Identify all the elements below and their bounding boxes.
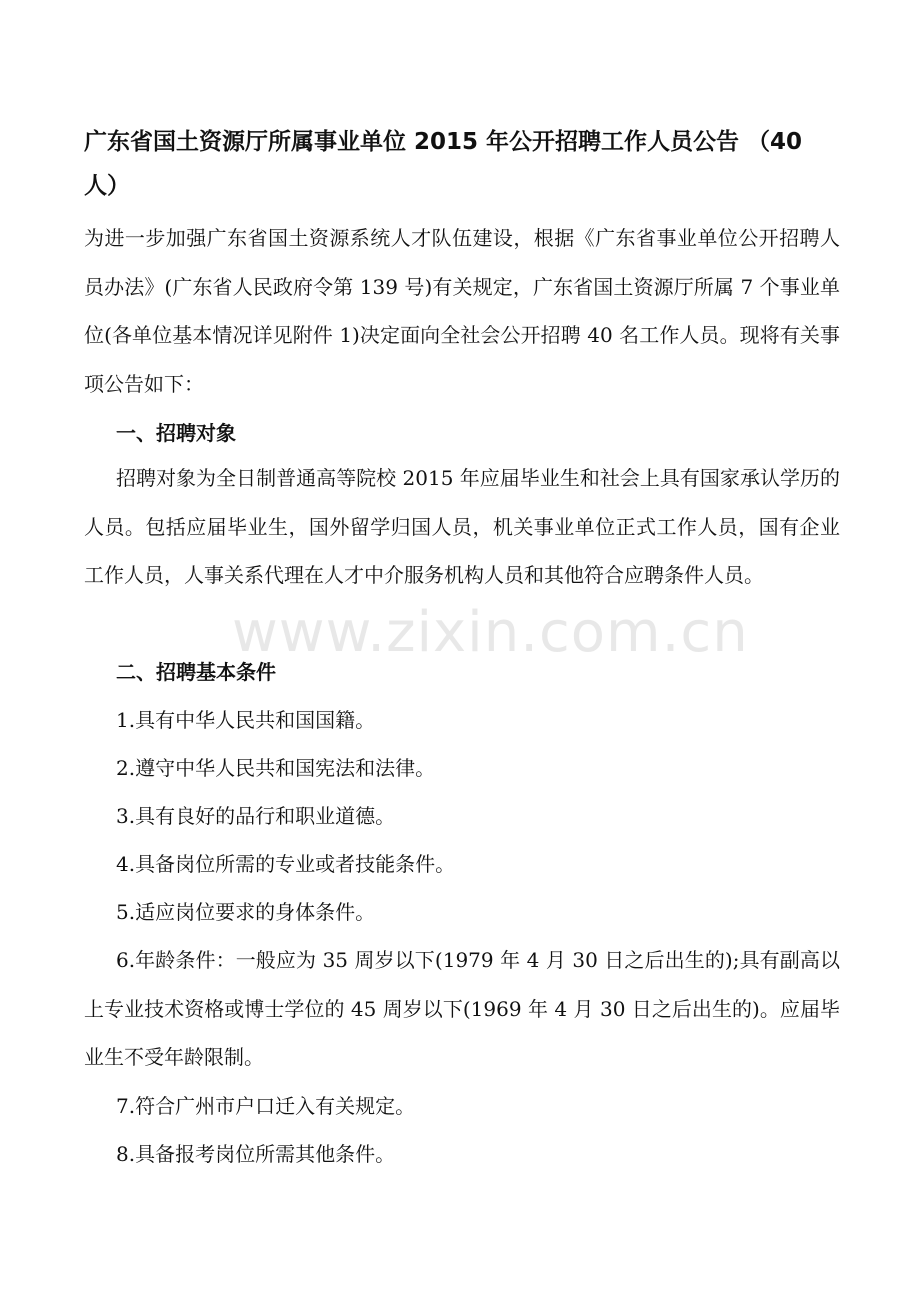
section-heading-recruitment-target: 一、招聘对象 bbox=[116, 421, 236, 445]
intro-paragraph: 为进一步加强广东省国土资源系统人才队伍建设，根据《广东省事业单位公开招聘人员办法》(广东省人民政府令第 139 号)有关规定，广东省国土资源厅所属 7 个事业单位(各单位基本情况详见附件 1)决定面向全社会公开招聘 40 名工作人员。现将有关事项公告如下： bbox=[84, 226, 840, 396]
condition-item: 7.符合广州市户口迁入有关规定。 bbox=[116, 1094, 416, 1118]
document-title: 广东省国土资源厅所属事业单位 2015 年公开招聘工作人员公告 （40 人） bbox=[84, 129, 803, 199]
condition-item: 5.适应岗位要求的身体条件。 bbox=[116, 900, 376, 924]
condition-item: 2.遵守中华人民共和国宪法和法律。 bbox=[116, 756, 436, 780]
condition-item-age: 6.年龄条件：一般应为 35 周岁以下(1979 年 4 月 30 日之后出生的);具有副高以上专业技术资格或博士学位的 45 周岁以下(1969 年 4 月 30 日之后出生的)。应届毕业生不受年龄限制。 bbox=[84, 948, 840, 1069]
section-heading-basic-conditions: 二、招聘基本条件 bbox=[116, 660, 276, 684]
condition-item: 3.具有良好的品行和职业道德。 bbox=[116, 804, 396, 828]
condition-item: 1.具有中华人民共和国国籍。 bbox=[116, 708, 376, 732]
recruitment-target-paragraph: 招聘对象为全日制普通高等院校 2015 年应届毕业生和社会上具有国家承认学历的人员。包括应届毕业生，国外留学归国人员，机关事业单位正式工作人员，国有企业工作人员，人事关系代理在人才中介服务机构人员和其他符合应聘条件人员。 bbox=[84, 466, 840, 587]
condition-item: 4.具备岗位所需的专业或者技能条件。 bbox=[116, 852, 456, 876]
condition-item: 8.具备报考岗位所需其他条件。 bbox=[116, 1142, 396, 1166]
watermark-text: www.zixin.com.cn bbox=[232, 600, 749, 665]
